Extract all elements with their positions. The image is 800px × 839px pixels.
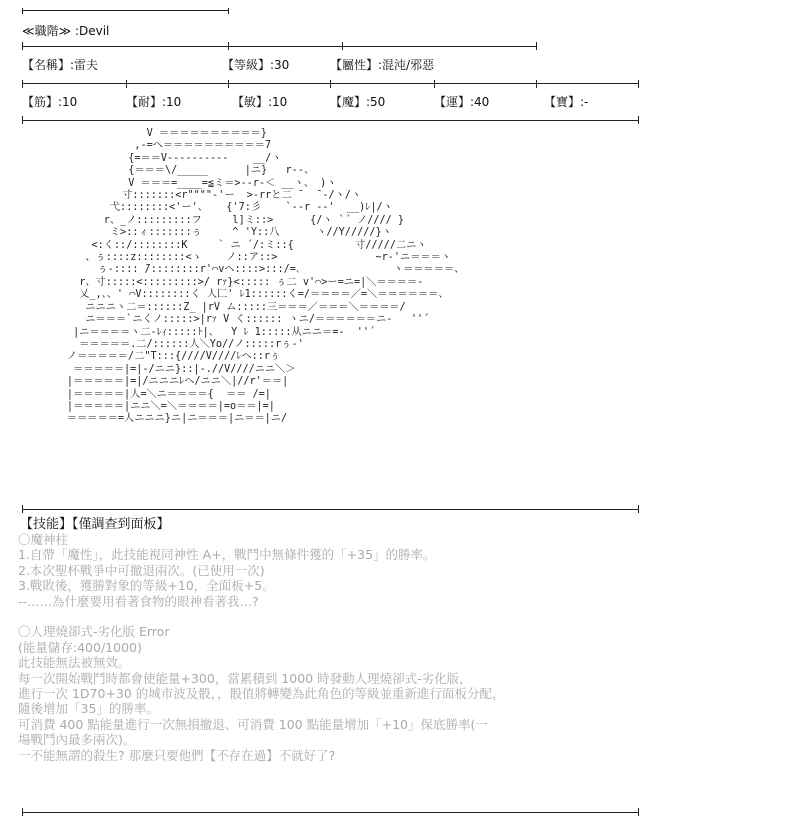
frame-tick	[536, 80, 537, 88]
alignment-field: 【屬性】:混沌/邪惡	[330, 58, 435, 72]
stat-np: 【寶】:-	[544, 95, 589, 109]
frame-tick	[638, 80, 639, 88]
frame-tick	[638, 116, 639, 124]
ascii-art-line: ニニニヽ二＝::::::Z_ |rV ム:::::三＝＝＝／＝＝＝＼＝＝＝＝/	[24, 301, 406, 313]
ascii-art-line: V ＝＝＝=____=≦ミ＝>--r-＜ __ヽ、 )ヽ	[24, 177, 337, 189]
skill-line: 可消費 400 點能量進行一次無損撤退、可消費 100 點能量增加「+10」保底勝率(一	[18, 716, 488, 732]
ascii-art-line: {＝＝＝\/_____ |ニ} r--、	[24, 165, 315, 177]
skill-line: 一不能無謂的殺生? 那麼只要他們【不存在過】不就好了?	[18, 747, 336, 763]
frame-tick	[22, 505, 23, 513]
ascii-art-line: |ニ＝＝＝＝ヽ二-ﾚｨ:::::ﾄ|、 Y ﾚ 1:::::从ニニ＝=- ''´	[24, 326, 376, 338]
frame-tick	[22, 808, 23, 816]
ascii-art-line: r、_ノ:::::::::フ l]ミ::> {/ヽ `´ ノ//// }	[24, 214, 405, 226]
frame-tick	[228, 80, 229, 88]
ascii-art-line: r、寸:::::<:::::::::>/ rｧ}<::::: ぅ二 v'⌒>ー=ニ=|＼＝＝＝＝-	[24, 276, 424, 288]
skill-line: 1.自帶「魔性」，此技能視同神性 A+，戰鬥中無條件獲的「+35」的勝率。	[18, 547, 436, 563]
ascii-art-line: ノ＝＝＝＝＝/二"T:::{////V////ﾚヘ::rぅ	[24, 351, 281, 363]
frame-tick	[434, 80, 435, 88]
ascii-art-line: ,-=へ＝＝＝＝＝＝＝＝＝＝7	[24, 140, 271, 152]
skill-line: 〇魔神柱	[18, 532, 69, 547]
frame-tick	[22, 80, 23, 88]
ascii-art-line: |＝＝＝＝＝|=|/ニニニﾚへ/ニニ＼|//r'＝＝|	[24, 376, 289, 388]
ascii-art-figure	[24, 128, 464, 426]
stat-mag: 【魔】:50	[330, 95, 386, 109]
ascii-art-line: V ＝＝＝＝＝＝＝＝＝＝}	[24, 128, 267, 139]
frame-tick	[330, 80, 331, 88]
stat-agi: 【敏】:10	[232, 95, 288, 109]
frame-tick	[22, 116, 23, 124]
ascii-art-line: |＝＝＝＝＝|ニニ＼=＼＝＝＝＝|=o＝＝|=|	[24, 400, 275, 412]
ascii-art-line: {=＝＝V---------- __/ヽ	[24, 152, 282, 164]
skill-line: 此技能無法被無效。	[18, 655, 131, 671]
skills-text-block	[18, 532, 718, 763]
frame-tick	[22, 42, 23, 50]
ascii-art-line: 、ぅ::::z::::::::<ゝ ノ::ア::> ~r-'ニ＝＝＝ヽ	[24, 252, 451, 264]
skill-line	[18, 609, 718, 624]
frame-tick	[228, 8, 229, 14]
frame-tick	[638, 808, 639, 816]
frame-tick	[22, 8, 23, 14]
ascii-art-line: ＝＝＝＝＝|=|-/ニニ}::|-.//V////ニニ＼＞	[24, 363, 296, 375]
frame-rule-4	[22, 120, 638, 121]
skill-line: 〇人理燒卻式-劣化版 Error	[18, 624, 170, 640]
frame-top-rule	[22, 10, 228, 11]
skills-heading: 【技能】【僅調查到面板】	[20, 517, 170, 532]
skill-line: 場戰鬥內最多兩次)。	[18, 732, 136, 748]
frame-tick	[126, 80, 127, 88]
stat-str: 【筋】:10	[22, 95, 78, 109]
skill-line: 2.本次聖杯戰爭中可撤退兩次。(已使用一次)	[18, 562, 265, 578]
skill-line: --……為什麼要用看著食物的眼神看著我…?	[18, 593, 259, 609]
ascii-art-line: ニ＝＝＝`ニくノ:::::>|rｧ V く:::::: ヽニ/＝＝＝＝＝＝ニ- ''´	[24, 314, 430, 326]
ascii-art-line: 弋::::::::<'ー'、 {'7:彡 `--r --' __)ﾚ|/ヽ	[24, 202, 393, 214]
stat-luck: 【運】:40	[434, 95, 490, 109]
ascii-art-line: ミ>::ィ:::::::ぅ ^ 'Y::八 ヽ//Y/////}ヽ	[24, 227, 392, 239]
frame-rule-2	[22, 46, 536, 47]
skills-bottom-rule	[22, 812, 638, 813]
skill-line: (能量儲存:400/1000)	[18, 639, 142, 655]
skill-line: 隨後增加「35」的勝率。	[18, 701, 159, 717]
class-label: ≪職階≫ :Devil	[22, 24, 110, 38]
skill-line: 進行一次 1D70+30 的城市波及骰，，骰值將轉變為此角色的等級並重新進行面板分配，	[18, 686, 505, 702]
ascii-art-line: 寸:::::::<r""""-'ー >-rrと二 ̄ ̄ -/ヽ/ヽ	[24, 190, 362, 202]
frame-tick	[228, 42, 229, 50]
ascii-art-line: ぅ-:::: ̄/::::::::r'⌒vヘ::::>:::/=､ ヽ＝＝＝＝＝、	[24, 264, 465, 276]
ascii-art-line: ＝＝＝＝＝.二/::::::人＼Yo//ノ:::::rぅ-'	[24, 338, 304, 350]
frame-tick	[638, 505, 639, 513]
ascii-art-line: <:く::/::::::::K ` ニ ´/:ミ::{ 寸/////二ニヽ	[24, 239, 427, 251]
level-field: 【等級】:30	[222, 58, 290, 72]
name-field: 【名稱】:雷夫	[22, 58, 99, 72]
ascii-art-line: |＝＝＝＝＝|人=＼ニ＝＝＝＝{ ＝＝ /=|	[24, 388, 271, 400]
skill-line: 每一次開始戰鬥時都會使能量+300，當累積到 1000 時發動人理燒卻式-劣化版，	[18, 670, 472, 686]
ascii-art-line: 乂_,、、' ⌒V::::::::く 人匚' ﾚ1::::::く=/＝＝＝＝／=＼＝＝＝＝＝＝、	[24, 289, 449, 301]
frame-tick	[342, 42, 343, 50]
skill-line: 3.戰敗後，獲勝對象的等級+10，全面板+5。	[18, 578, 275, 594]
frame-tick	[536, 42, 537, 50]
ascii-art-line: ＝＝＝＝＝=人ニニニ}ニ|ニ＝＝＝|ニ＝＝|ニ/	[24, 413, 288, 425]
stat-end: 【耐】:10	[126, 95, 182, 109]
skills-top-rule	[22, 509, 638, 510]
